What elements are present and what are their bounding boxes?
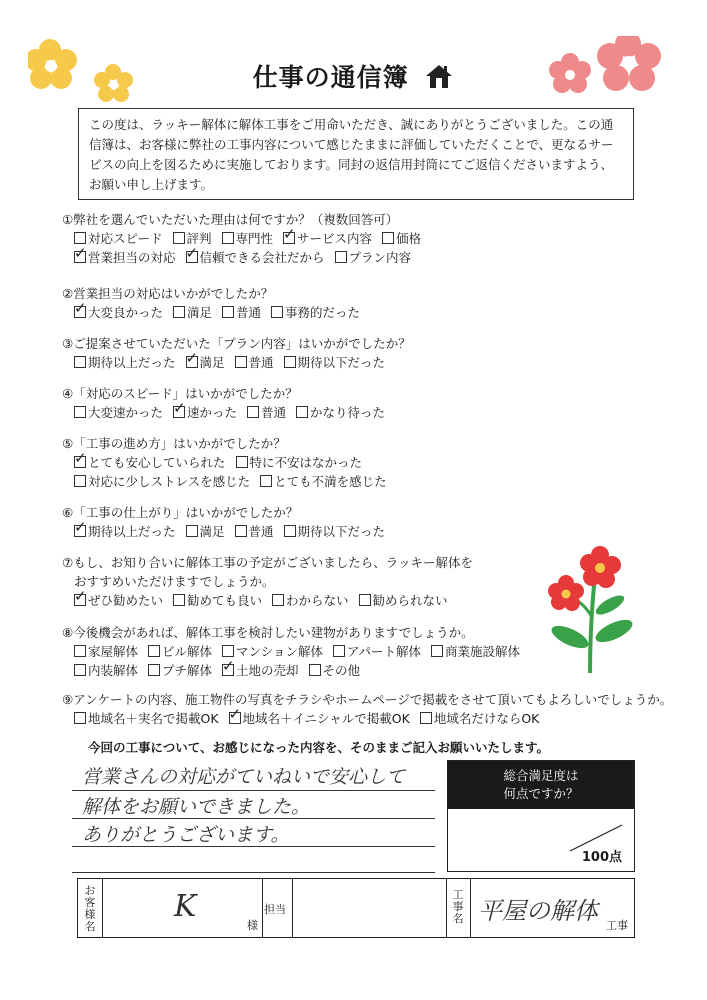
option[interactable] [173, 403, 237, 422]
option-row [62, 303, 370, 322]
option[interactable] [284, 522, 386, 541]
checkbox[interactable] [309, 664, 321, 676]
option[interactable] [74, 403, 163, 422]
option-label: 満足 [199, 524, 225, 539]
option-label: 特に不安はなかった [249, 455, 363, 470]
comment-text-2: 解体をお願いできました。 [82, 796, 311, 818]
option-label: 普通 [261, 405, 287, 420]
option-label: 家屋解体 [88, 644, 139, 659]
question-label: ③ご提案させていただいた「プラン内容」はいかがでしたか？ [62, 336, 411, 351]
question-label: ⑦もし、お知り合いに解体工事の予定がございましたら、ラッキー解体を [62, 555, 473, 570]
intro-box: この度は、ラッキー解体に解体工事をご用命いただき、誠にありがとうございました。この通信簿は、お客様に弊社の工事内容について感じたままに評価していただくことで、更なるサービスの向上を図るために実施しております。同封の返信用封筒にてご返信くださいますよう、お願い申し上げます。 [78, 108, 634, 200]
option[interactable] [420, 709, 540, 728]
checked-checkbox[interactable] [222, 664, 234, 676]
option[interactable] [333, 642, 421, 661]
checked-checkbox[interactable] [186, 251, 198, 263]
question-2 [62, 284, 370, 322]
option[interactable] [74, 709, 219, 728]
checkbox[interactable] [272, 594, 284, 606]
question-4 [62, 384, 395, 422]
comment-line [72, 872, 435, 873]
option[interactable] [296, 403, 385, 422]
checkbox[interactable] [74, 475, 86, 487]
option-label: プチ解体 [162, 663, 213, 678]
score-heading-line1: 総合満足度は [503, 768, 579, 783]
house-icon [424, 63, 454, 89]
option-label: 満足 [199, 355, 225, 370]
option-label: 普通 [248, 355, 274, 370]
option[interactable] [309, 661, 361, 680]
work-label: 工事名 [452, 888, 464, 925]
option-row [62, 661, 530, 680]
option-label: 対応に少しストレスを感じた [88, 474, 251, 489]
option-label: 事務的だった [285, 305, 361, 320]
question-label: ⑨アンケートの内容、施工物件の写真をチラシやホームページで掲載をさせて頂いてもよろしいでしょうか。 [62, 692, 673, 707]
checkbox[interactable] [431, 645, 443, 657]
question-label: ④「対応のスピード」はいかがでしたか？ [62, 386, 298, 401]
question-7 [62, 553, 473, 610]
checked-checkbox[interactable] [74, 594, 86, 606]
option[interactable] [74, 248, 176, 267]
option-row [62, 353, 411, 372]
option-label: マンション解体 [236, 644, 323, 659]
title-text: 仕事の通信簿 [252, 63, 409, 92]
checkbox[interactable] [260, 475, 272, 487]
option[interactable] [148, 661, 212, 680]
option[interactable] [235, 522, 274, 541]
option-label: 内装解体 [88, 663, 139, 678]
option-label: 大変良かった [88, 305, 164, 320]
option-row [62, 591, 473, 610]
customer-value-cell [102, 879, 263, 937]
option-row [62, 453, 397, 472]
checkbox[interactable] [173, 232, 185, 244]
question-9 [62, 690, 672, 728]
checkbox[interactable] [173, 594, 185, 606]
score-value: 100点 [581, 850, 622, 865]
question-label: ⑥「工事の仕上がり」はいかがでしたか？ [62, 505, 299, 520]
option[interactable] [260, 472, 387, 491]
option[interactable] [359, 591, 448, 610]
option-label: 価格 [396, 231, 422, 246]
checkbox[interactable] [74, 406, 86, 418]
checkbox[interactable] [222, 645, 234, 657]
question-label: ①弊社を選んでいただいた理由は何ですか？（複数回答可） [62, 212, 399, 227]
option[interactable] [74, 353, 176, 372]
checkbox[interactable] [222, 306, 234, 318]
option[interactable] [222, 229, 274, 248]
option-label: 専門性 [235, 231, 274, 246]
question-label: ⑤「工事の進め方」はいかがでしたか？ [62, 436, 286, 451]
checked-checkbox[interactable] [74, 251, 86, 263]
checkbox[interactable] [148, 645, 160, 657]
checkbox[interactable] [222, 232, 234, 244]
option[interactable] [173, 303, 212, 322]
checkbox[interactable] [236, 456, 248, 468]
checked-checkbox[interactable] [74, 306, 86, 318]
option-label: わからない [286, 593, 349, 608]
option-label: 地域名＋イニシャルで掲載OK [242, 711, 410, 726]
checkbox[interactable] [420, 712, 432, 724]
option-row [62, 472, 397, 491]
option[interactable] [74, 522, 176, 541]
customer-value: K [174, 889, 197, 924]
option-label: 普通 [236, 305, 262, 320]
option[interactable] [148, 642, 212, 661]
option[interactable] [222, 303, 261, 322]
option-label: サービス内容 [297, 231, 373, 246]
option[interactable] [247, 403, 286, 422]
checkbox[interactable] [74, 232, 86, 244]
checkbox[interactable] [382, 232, 394, 244]
option[interactable] [236, 453, 363, 472]
option[interactable] [431, 642, 520, 661]
work-suffix: 工事 [606, 919, 628, 932]
option-label: 対応スピード [88, 231, 163, 246]
score-heading [448, 761, 634, 809]
option-label: 勧められない [372, 593, 448, 608]
comment-heading: 今回の工事について、お感じになった内容を、そのままご記入お願いいたします。 [88, 740, 550, 755]
page-title [0, 58, 707, 94]
checked-checkbox[interactable] [173, 406, 185, 418]
option[interactable] [74, 229, 163, 248]
option-label: 期待以上だった [88, 524, 176, 539]
option[interactable] [186, 353, 225, 372]
option-label: とても安心していられた [88, 455, 226, 470]
option-label: 期待以上だった [88, 355, 176, 370]
option[interactable] [335, 248, 412, 267]
option-row [62, 248, 431, 267]
staff-label-cell [262, 879, 293, 937]
option[interactable] [173, 591, 262, 610]
option[interactable] [283, 229, 372, 248]
option[interactable] [186, 522, 225, 541]
checkbox[interactable] [74, 356, 86, 368]
checkbox[interactable] [284, 356, 296, 368]
option[interactable] [235, 353, 274, 372]
question-label-cont: おすすめいただけますでしょうか。 [74, 574, 275, 589]
checkbox[interactable] [235, 356, 247, 368]
comment-line [72, 790, 435, 791]
score-box [447, 760, 635, 872]
option[interactable] [74, 472, 250, 491]
option-row [62, 403, 395, 422]
option-label: 勧めても良い [187, 593, 263, 608]
option-row [62, 522, 395, 541]
option-label: 地域名だけならOK [433, 711, 540, 726]
option[interactable] [74, 642, 138, 661]
option[interactable] [272, 591, 349, 610]
checkbox[interactable] [74, 664, 86, 676]
checkbox[interactable] [74, 645, 86, 657]
option-label: 営業担当の対応 [88, 250, 176, 265]
question-label: ②営業担当の対応はいかがでしたか？ [62, 286, 274, 301]
option[interactable] [74, 303, 163, 322]
comment-text-1: 営業さんの対応がていねいで安心して [82, 766, 406, 788]
checkbox[interactable] [284, 525, 296, 537]
checked-checkbox[interactable] [283, 232, 295, 244]
option-label: とても不満を感じた [274, 474, 387, 489]
staff-label: 担当 [264, 903, 286, 916]
option-row [62, 709, 672, 728]
option-label: その他 [322, 663, 361, 678]
checkbox[interactable] [247, 406, 259, 418]
option-label: 信頼できる会社だから [199, 250, 325, 265]
option-label: 評判 [186, 231, 212, 246]
customer-sama: 様 [247, 919, 258, 932]
option[interactable] [229, 709, 410, 728]
work-value: 平屋の解体 [478, 897, 598, 925]
checked-checkbox[interactable] [74, 456, 86, 468]
question-3 [62, 334, 411, 372]
customer-label: お客様名 [84, 884, 96, 933]
option-label: 大変速かった [88, 405, 164, 420]
option[interactable] [382, 229, 421, 248]
option[interactable] [284, 353, 386, 372]
option[interactable] [222, 661, 299, 680]
option[interactable] [271, 303, 360, 322]
red-flower-illustration [540, 545, 640, 675]
checkbox[interactable] [271, 306, 283, 318]
checked-checkbox[interactable] [229, 712, 241, 724]
option[interactable] [74, 453, 226, 472]
option[interactable] [186, 248, 325, 267]
option-label: 速かった [187, 405, 238, 420]
option[interactable] [74, 661, 138, 680]
option-label: 期待以下だった [297, 524, 386, 539]
checkbox[interactable] [148, 664, 160, 676]
customer-label-cell [78, 879, 103, 937]
comment-text-3: ありがとうございます。 [82, 824, 290, 846]
option-label: 商業施設解体 [445, 644, 521, 659]
option-label: 土地の売却 [236, 663, 299, 678]
checked-checkbox[interactable] [74, 525, 86, 537]
checkbox[interactable] [296, 406, 308, 418]
option[interactable] [222, 642, 323, 661]
option-label: かなり待った [310, 405, 386, 420]
checkbox[interactable] [335, 251, 347, 263]
staff-value-cell [292, 879, 447, 937]
option-row [62, 642, 530, 661]
question-8 [62, 623, 530, 680]
question-label: ⑧今後機会があれば、解体工事を検討したい建物がありますでしょうか。 [62, 625, 474, 640]
score-heading-line2: 何点ですか？ [503, 786, 579, 801]
checkbox[interactable] [173, 306, 185, 318]
option-label: アパート解体 [346, 644, 421, 659]
option-row [62, 229, 431, 248]
checkbox[interactable] [333, 645, 345, 657]
question-5 [62, 434, 397, 491]
option-label: 満足 [187, 305, 213, 320]
checkbox[interactable] [74, 712, 86, 724]
checkbox[interactable] [235, 525, 247, 537]
option-label: ビル解体 [162, 644, 213, 659]
option-label: 普通 [248, 524, 274, 539]
question-1 [62, 210, 431, 267]
checked-checkbox[interactable] [186, 356, 198, 368]
checkbox[interactable] [186, 525, 198, 537]
info-table [77, 878, 635, 938]
option-label: 地域名＋実名で掲載OK [88, 711, 219, 726]
option-label: ぜひ勧めたい [88, 593, 164, 608]
work-label-cell [446, 879, 471, 937]
option-label: プラン内容 [348, 250, 412, 265]
checkbox[interactable] [359, 594, 371, 606]
option[interactable] [74, 591, 163, 610]
option-label: 期待以下だった [297, 355, 386, 370]
question-6 [62, 503, 395, 541]
